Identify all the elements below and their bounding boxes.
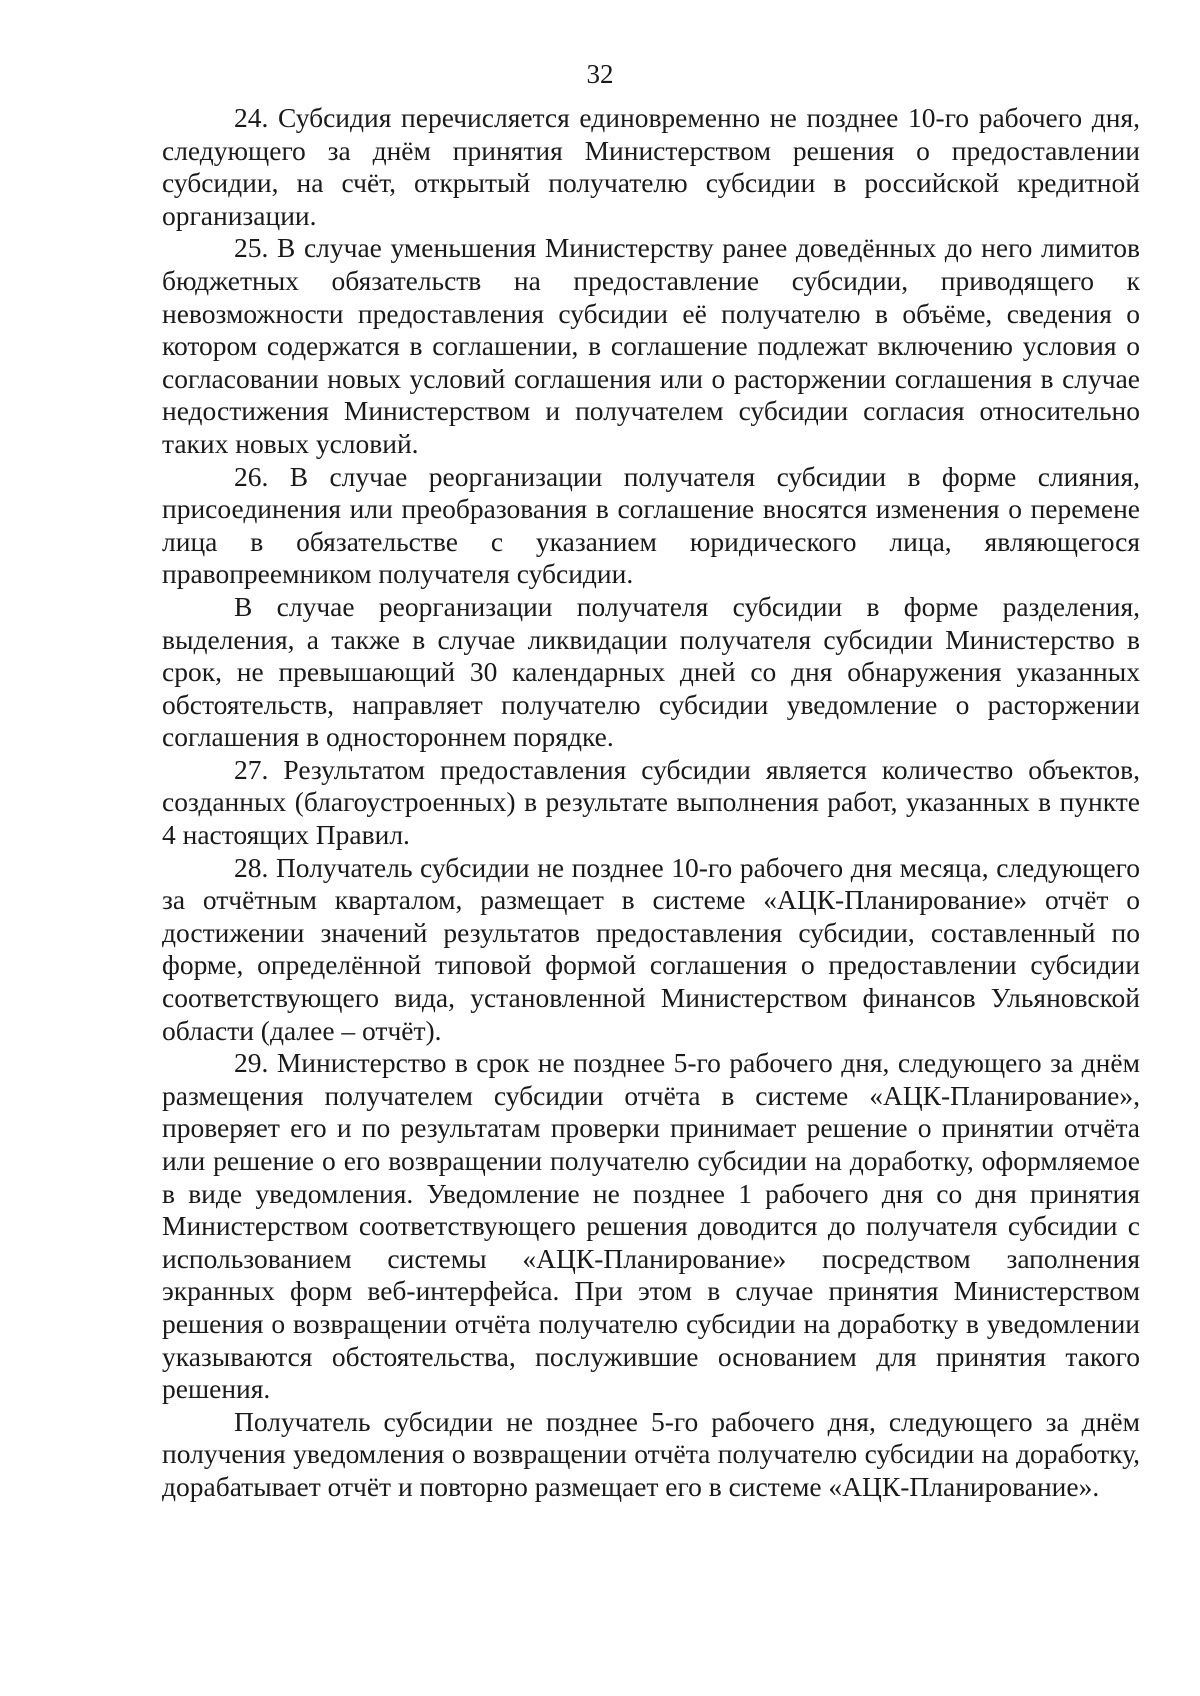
paragraph-27: 27. Результатом предоставления субсидии является количество объектов, созданных (благоустроенных) в результате выполнения работ, указанных в пункте 4 настоящих Правил. [162,753,1140,851]
paragraph-29-continued: Получатель субсидии не позднее 5-го рабочего дня, следующего за днём получения уведомления о возвращении отчёта получателю субсидии на доработку, дорабатывает отчёт и повторно размещает его в системе «АЦК-Планирование». [162,1405,1140,1502]
paragraph-24: 24. Субсидия перечисляется единовременно не позднее 10-го рабочего дня, следующего за днём принятия Министерством решения о предоставлении субсидии, на счёт, открытый получателю субсидии в российской кредитной организации. [162,102,1140,231]
document-body [162,102,1140,1504]
paragraph-29: 29. Министерство в срок не позднее 5-го рабочего дня, следующего за днём размещения получателем субсидии отчёта в системе «АЦК-Планирование», проверяет его и по результатам проверки принимает решение о принятии отчёта или решение о его возвращении получателю субсидии на доработку, оформляемое в виде уведомления. Уведомление не позднее 1 рабочего дня со дня принятия Министерством соответствующего решения доводится до получателя субсидии с использованием системы «АЦК-Планирование» посредством заполнения экранных форм веб-интерфейса. При этом в случае принятия Министерством решения о возвращении отчёта получателю субсидии на доработку в уведомлении указываются обстоятельства, послужившие основанием для принятия такого решения. [162,1047,1140,1405]
paragraph-26: 26. В случае реорганизации получателя субсидии в форме слияния, присоединения или преобразования в соглашение вносятся изменения о перемене лица в обязательстве с указанием юридического лица, являющегося правопреемником получателя субсидии. [162,460,1140,590]
paragraph-26-continued: В случае реорганизации получателя субсидии в форме разделения, выделения, а также в случае ликвидации получателя субсидии Министерство в срок, не превышающий 30 календарных дней со дня обнаружения указанных обстоятельств, направляет получателю субсидии уведомление о расторжении соглашения в одностороннем порядке. [162,590,1140,753]
paragraph-28: 28. Получатель субсидии не позднее 10-го рабочего дня месяца, следующего за отчётным кварталом, размещает в системе «АЦК-Планирование» отчёт о достижении значений результатов предоставления субсидии, составленный по форме, определённой типовой формой соглашения о предоставлении субсидии соответствующего вида, установленной Министерством финансов Ульяновской области (далее – отчёт). [162,851,1140,1046]
page-number: 32 [586,59,614,89]
paragraph-25: 25. В случае уменьшения Министерству ранее доведённых до него лимитов бюджетных обязательств на предоставление субсидии, приводящего к невозможности предоставления субсидии её получателю в объёме, сведения о котором содержатся в соглашении, в соглашение подлежат включению условия о согласовании новых условий соглашения или о расторжении соглашения в случае недостижения Министерством и получателем субсидии согласия относительно таких новых условий. [162,232,1140,459]
